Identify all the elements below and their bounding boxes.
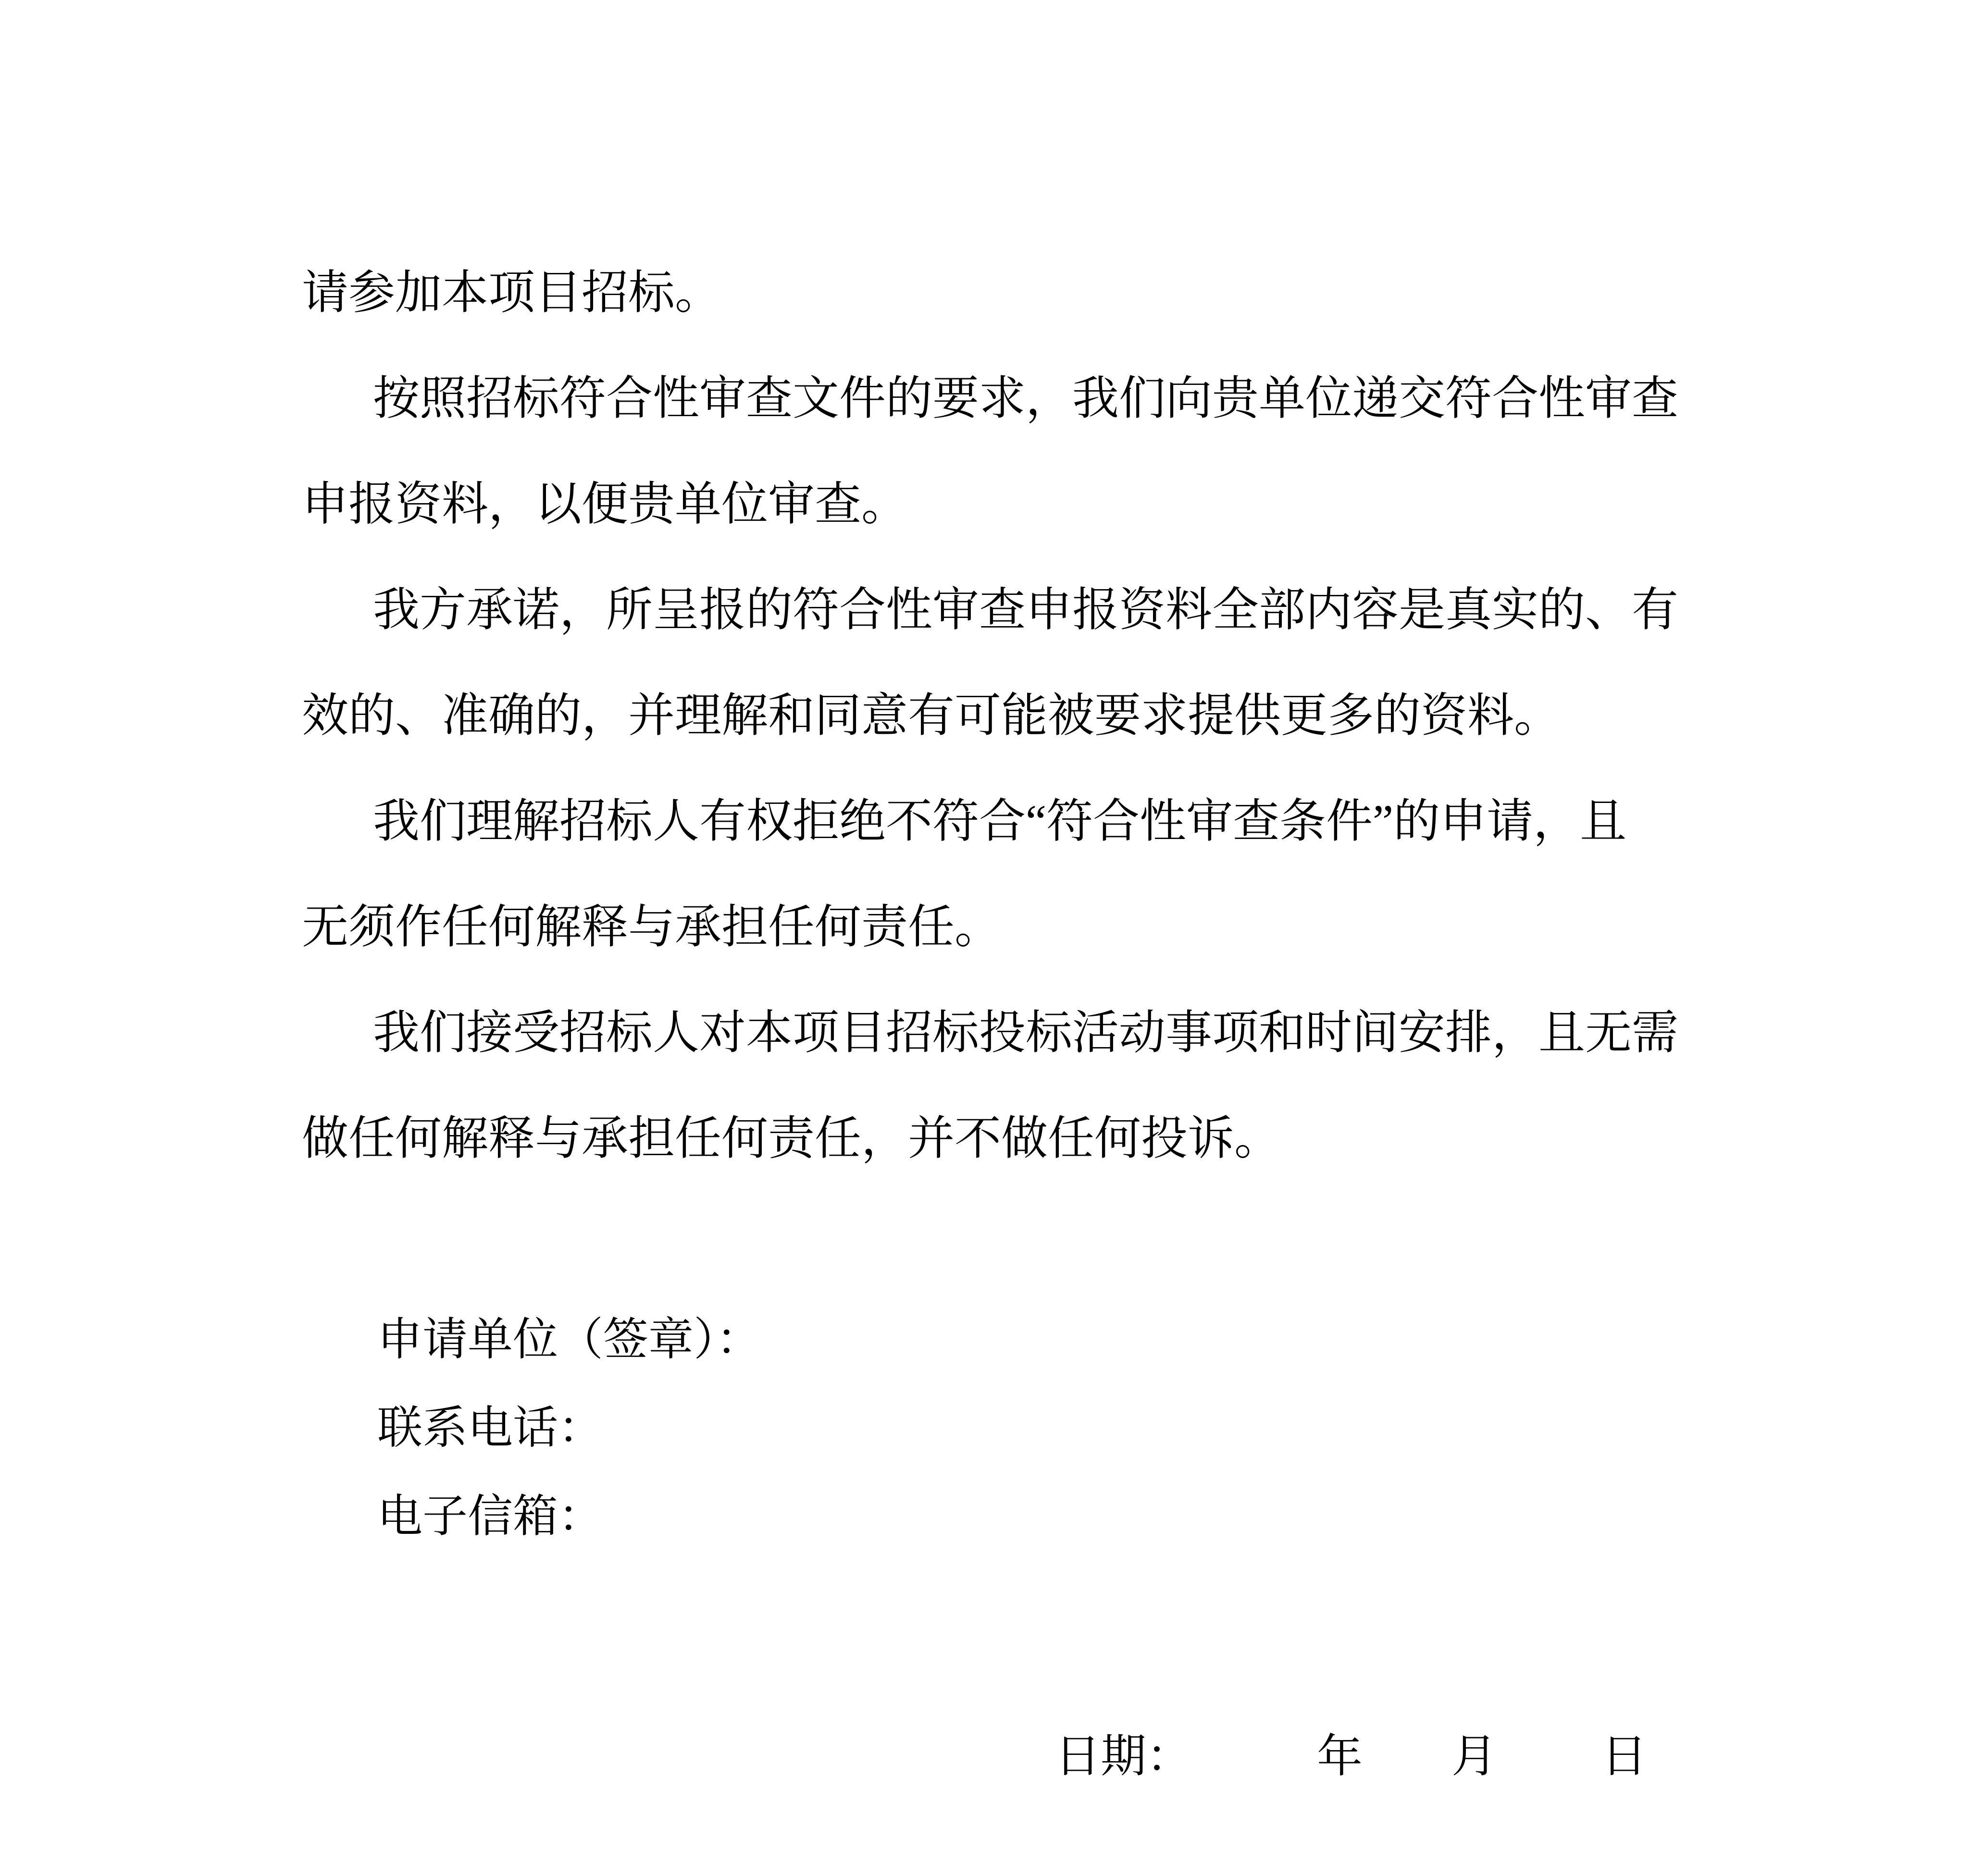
day-label: 日 — [1601, 1731, 1648, 1782]
date-label: 日期： — [1055, 1731, 1192, 1782]
body-line-paragraph-2-line-2: 申报资料，以便贵单位审查。 — [302, 479, 908, 530]
date-line — [0, 1725, 1984, 1788]
month-label: 月 — [1451, 1731, 1498, 1782]
body-line-paragraph-4-line-2: 无须作任何解释与承担任何责任。 — [302, 901, 1001, 953]
contact-email-label: 电子信箱： — [377, 1492, 604, 1542]
body-line-paragraph-5-line-1: 我们接受招标人对本项目招标投标活动事项和时间安排，且无需 — [373, 1007, 1678, 1059]
body-line-paragraph-3-line-1: 我方承诺，所呈报的符合性审查申报资料全部内容是真实的、有 — [373, 584, 1678, 636]
applicant-signature-label: 申请单位（签章）： — [377, 1315, 762, 1365]
body-line-paragraph-5-line-2: 做任何解释与承担任何责任，并不做任何投诉。 — [302, 1113, 1281, 1164]
contact-phone-label: 联系电话： — [377, 1403, 604, 1453]
body-line-paragraph-3-line-2: 效的、准确的，并理解和同意有可能被要求提供更多的资料。 — [302, 690, 1561, 741]
letter-body — [302, 240, 1720, 1192]
body-line-paragraph-1: 请参加本项目招标。 — [302, 267, 721, 319]
body-line-paragraph-2-line-1: 按照招标符合性审查文件的要求，我们向贵单位递交符合性审查 — [373, 373, 1678, 424]
signature-block — [377, 1296, 761, 1561]
body-line-paragraph-4-line-1: 我们理解招标人有权拒绝不符合“符合性审查条件”的申请，且 — [373, 796, 1627, 847]
year-label: 年 — [1317, 1731, 1363, 1782]
